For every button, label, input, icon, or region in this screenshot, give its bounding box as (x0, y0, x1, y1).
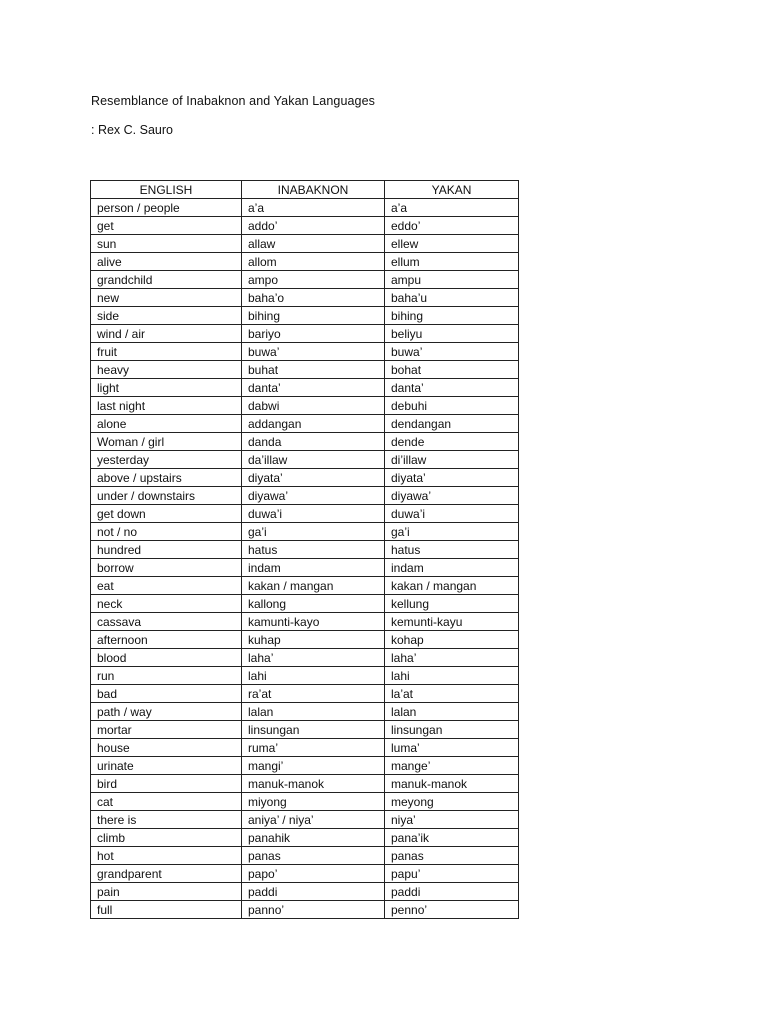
table-row (91, 343, 519, 361)
cell-yakan: diyata’ (385, 469, 519, 487)
cell-inabaknon: kallong (242, 595, 385, 613)
cell-yakan: luma’ (385, 739, 519, 757)
cell-yakan: baha’u (385, 289, 519, 307)
table-row (91, 793, 519, 811)
cell-english: light (91, 379, 242, 397)
cell-yakan: kakan / mangan (385, 577, 519, 595)
cell-yakan: eddo’ (385, 217, 519, 235)
cell-english: new (91, 289, 242, 307)
cell-english: under / downstairs (91, 487, 242, 505)
cell-yakan: diyawa’ (385, 487, 519, 505)
cell-inabaknon: danta’ (242, 379, 385, 397)
cell-inabaknon: addangan (242, 415, 385, 433)
cell-yakan: pana’ik (385, 829, 519, 847)
cell-english: side (91, 307, 242, 325)
cell-inabaknon: addo’ (242, 217, 385, 235)
cell-yakan: di’illaw (385, 451, 519, 469)
document-author: : Rex C. Sauro (91, 123, 173, 137)
cell-yakan: kellung (385, 595, 519, 613)
cell-inabaknon: lahi (242, 667, 385, 685)
cell-inabaknon: kamunti-kayo (242, 613, 385, 631)
cell-english: alive (91, 253, 242, 271)
cell-yakan: duwa’i (385, 505, 519, 523)
cell-inabaknon: ga’i (242, 523, 385, 541)
cell-yakan: panas (385, 847, 519, 865)
table-row (91, 271, 519, 289)
cell-yakan: lahi (385, 667, 519, 685)
cell-english: neck (91, 595, 242, 613)
table-row (91, 505, 519, 523)
cell-inabaknon: kuhap (242, 631, 385, 649)
table-row (91, 199, 519, 217)
cell-english: alone (91, 415, 242, 433)
cell-yakan: kohap (385, 631, 519, 649)
table-row (91, 811, 519, 829)
cell-inabaknon: lalan (242, 703, 385, 721)
cell-english: full (91, 901, 242, 919)
cell-english: urinate (91, 757, 242, 775)
cell-inabaknon: miyong (242, 793, 385, 811)
cell-yakan: mange’ (385, 757, 519, 775)
cell-inabaknon: diyata’ (242, 469, 385, 487)
table-row (91, 523, 519, 541)
cell-yakan: bihing (385, 307, 519, 325)
table-row (91, 631, 519, 649)
table-row (91, 577, 519, 595)
table-row (91, 559, 519, 577)
cell-english: climb (91, 829, 242, 847)
cell-inabaknon: kakan / mangan (242, 577, 385, 595)
cell-inabaknon: duwa’i (242, 505, 385, 523)
cell-inabaknon: buwa’ (242, 343, 385, 361)
cell-english: not / no (91, 523, 242, 541)
cell-english: heavy (91, 361, 242, 379)
cell-english: eat (91, 577, 242, 595)
table-row (91, 901, 519, 919)
cell-inabaknon: hatus (242, 541, 385, 559)
cell-yakan: buwa’ (385, 343, 519, 361)
table-row (91, 541, 519, 559)
cell-inabaknon: allom (242, 253, 385, 271)
cell-english: hundred (91, 541, 242, 559)
cell-english: blood (91, 649, 242, 667)
cell-inabaknon: mangi’ (242, 757, 385, 775)
cell-english: path / way (91, 703, 242, 721)
cell-yakan: linsungan (385, 721, 519, 739)
cell-inabaknon: bariyo (242, 325, 385, 343)
cell-yakan: a’a (385, 199, 519, 217)
table-row (91, 451, 519, 469)
cell-yakan: meyong (385, 793, 519, 811)
vocabulary-table (90, 180, 519, 919)
cell-inabaknon: aniya’ / niya’ (242, 811, 385, 829)
table-row (91, 595, 519, 613)
cell-english: house (91, 739, 242, 757)
cell-yakan: ampu (385, 271, 519, 289)
cell-inabaknon: panahik (242, 829, 385, 847)
cell-english: cat (91, 793, 242, 811)
table-row (91, 829, 519, 847)
table-row (91, 415, 519, 433)
cell-english: grandchild (91, 271, 242, 289)
cell-inabaknon: manuk-manok (242, 775, 385, 793)
cell-yakan: lalan (385, 703, 519, 721)
cell-english: afternoon (91, 631, 242, 649)
table-row (91, 253, 519, 271)
table-row (91, 847, 519, 865)
cell-english: Woman / girl (91, 433, 242, 451)
cell-inabaknon: panas (242, 847, 385, 865)
cell-yakan: papu’ (385, 865, 519, 883)
cell-yakan: niya’ (385, 811, 519, 829)
cell-english: bird (91, 775, 242, 793)
cell-inabaknon: ruma’ (242, 739, 385, 757)
table-row (91, 667, 519, 685)
cell-inabaknon: a’a (242, 199, 385, 217)
table-row (91, 397, 519, 415)
table-row (91, 775, 519, 793)
table-row (91, 307, 519, 325)
cell-yakan: indam (385, 559, 519, 577)
cell-english: person / people (91, 199, 242, 217)
cell-inabaknon: linsungan (242, 721, 385, 739)
cell-yakan: ellew (385, 235, 519, 253)
cell-english: borrow (91, 559, 242, 577)
cell-yakan: danta’ (385, 379, 519, 397)
header-inabaknon: INABAKNON (242, 181, 385, 199)
cell-yakan: hatus (385, 541, 519, 559)
cell-inabaknon: papo’ (242, 865, 385, 883)
cell-english: wind / air (91, 325, 242, 343)
cell-english: yesterday (91, 451, 242, 469)
cell-inabaknon: bihing (242, 307, 385, 325)
cell-inabaknon: indam (242, 559, 385, 577)
cell-english: pain (91, 883, 242, 901)
table-row (91, 685, 519, 703)
cell-inabaknon: paddi (242, 883, 385, 901)
table-row (91, 883, 519, 901)
table-row (91, 721, 519, 739)
table-row (91, 739, 519, 757)
cell-english: hot (91, 847, 242, 865)
cell-english: above / upstairs (91, 469, 242, 487)
table-row (91, 703, 519, 721)
header-yakan: YAKAN (385, 181, 519, 199)
cell-yakan: dende (385, 433, 519, 451)
cell-inabaknon: buhat (242, 361, 385, 379)
table-row (91, 649, 519, 667)
table-body (91, 199, 519, 919)
cell-yakan: paddi (385, 883, 519, 901)
table-row (91, 379, 519, 397)
cell-yakan: beliyu (385, 325, 519, 343)
cell-yakan: manuk-manok (385, 775, 519, 793)
table-row (91, 865, 519, 883)
cell-english: cassava (91, 613, 242, 631)
cell-yakan: ga’i (385, 523, 519, 541)
document-title: Resemblance of Inabaknon and Yakan Languages (91, 94, 376, 108)
cell-english: get down (91, 505, 242, 523)
table-row (91, 325, 519, 343)
cell-yakan: penno’ (385, 901, 519, 919)
table-row (91, 289, 519, 307)
cell-english: get (91, 217, 242, 235)
table-row (91, 487, 519, 505)
cell-inabaknon: danda (242, 433, 385, 451)
cell-english: last night (91, 397, 242, 415)
cell-yakan: ellum (385, 253, 519, 271)
cell-yakan: kemunti-kayu (385, 613, 519, 631)
cell-yakan: dendangan (385, 415, 519, 433)
table-header-row (91, 181, 519, 199)
cell-english: sun (91, 235, 242, 253)
cell-inabaknon: dabwi (242, 397, 385, 415)
table-row (91, 433, 519, 451)
cell-inabaknon: ra’at (242, 685, 385, 703)
cell-inabaknon: laha’ (242, 649, 385, 667)
cell-inabaknon: allaw (242, 235, 385, 253)
cell-yakan: debuhi (385, 397, 519, 415)
table-row (91, 469, 519, 487)
cell-inabaknon: diyawa’ (242, 487, 385, 505)
cell-english: fruit (91, 343, 242, 361)
cell-yakan: laha’ (385, 649, 519, 667)
header-english: ENGLISH (91, 181, 242, 199)
cell-english: mortar (91, 721, 242, 739)
table-row (91, 757, 519, 775)
cell-english: run (91, 667, 242, 685)
cell-yakan: la’at (385, 685, 519, 703)
cell-inabaknon: ampo (242, 271, 385, 289)
cell-english: bad (91, 685, 242, 703)
cell-inabaknon: baha’o (242, 289, 385, 307)
table-row (91, 613, 519, 631)
cell-inabaknon: da’illaw (242, 451, 385, 469)
cell-inabaknon: panno’ (242, 901, 385, 919)
table-row (91, 235, 519, 253)
table-row (91, 217, 519, 235)
table-row (91, 361, 519, 379)
cell-english: grandparent (91, 865, 242, 883)
cell-yakan: bohat (385, 361, 519, 379)
cell-english: there is (91, 811, 242, 829)
